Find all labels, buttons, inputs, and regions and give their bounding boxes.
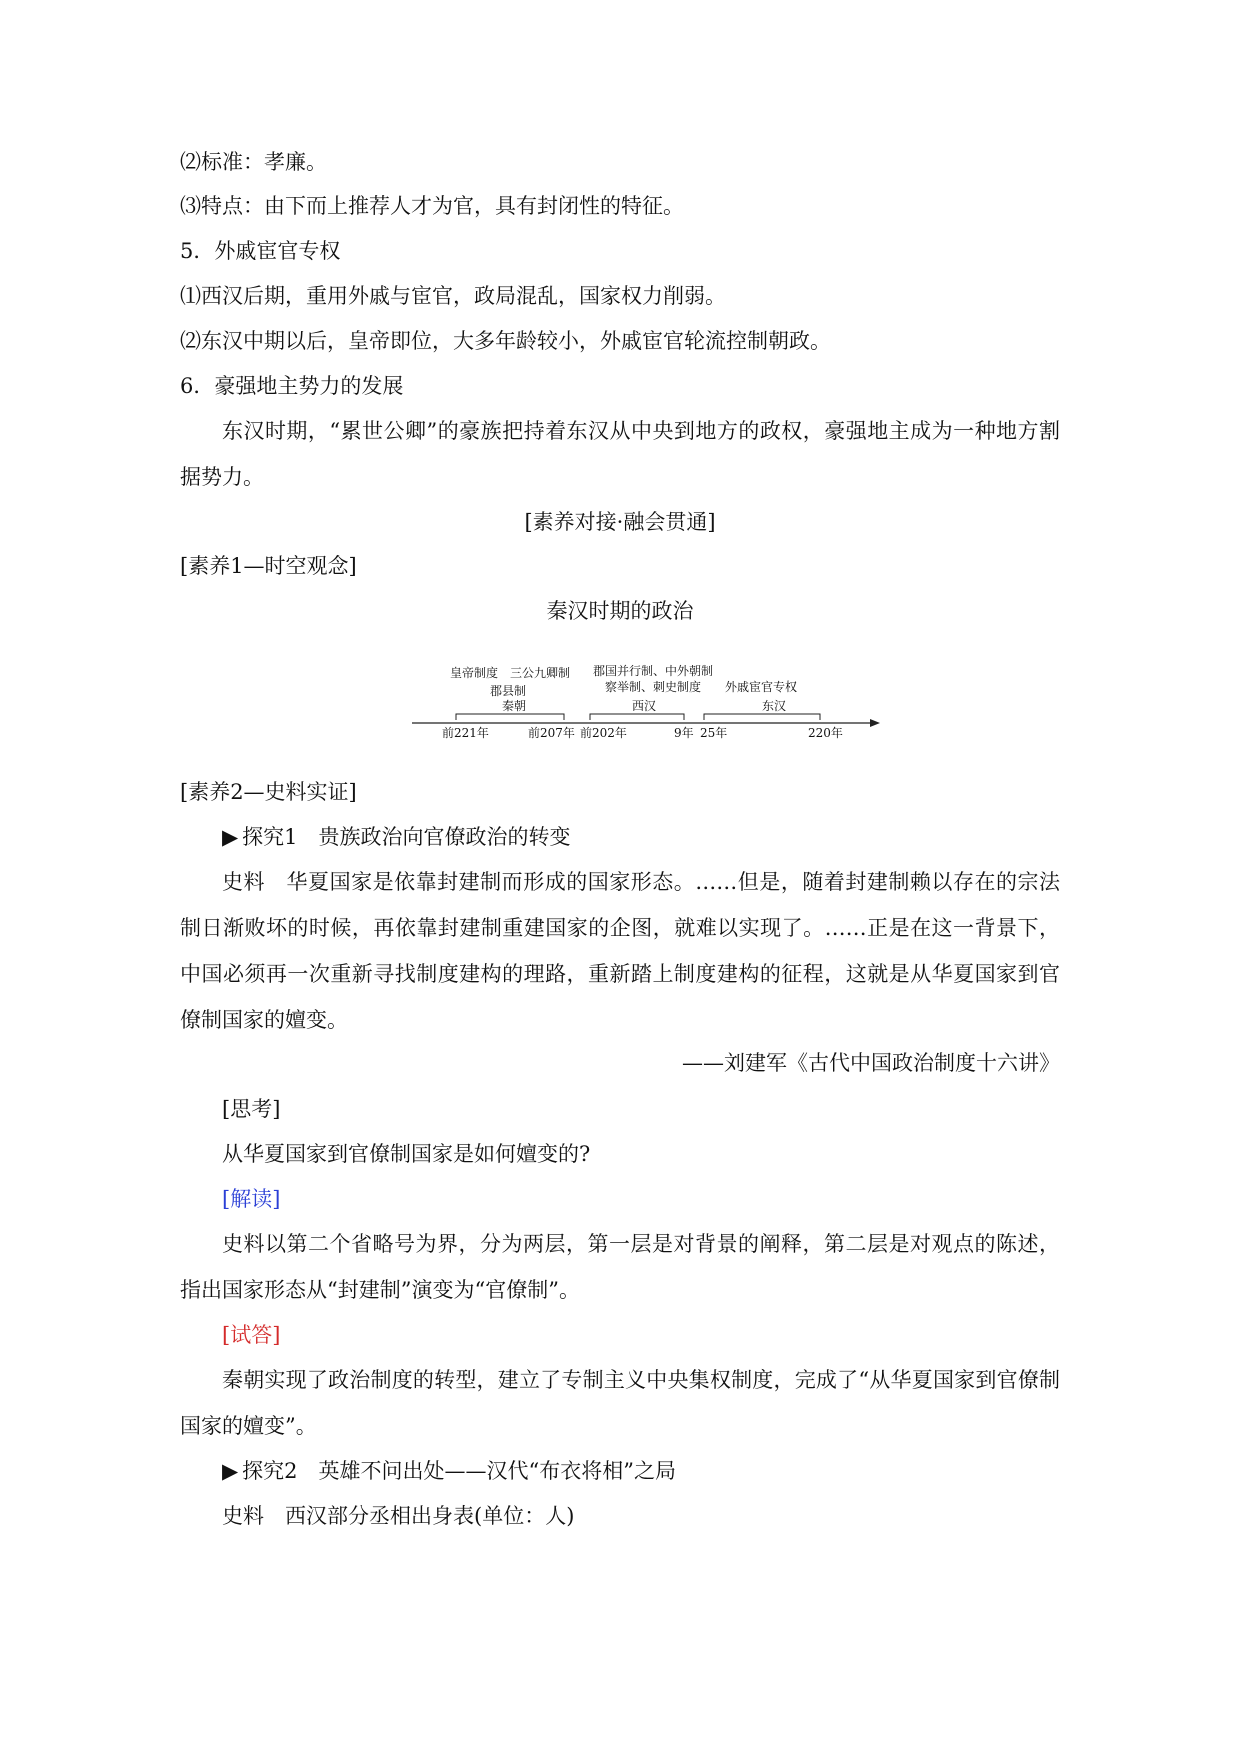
triangle-marker-icon: ▶ [222,1459,239,1483]
period-donghan: 东汉 [762,699,787,713]
tick-6: 220年 [808,726,843,740]
tick-3: 前202年 [580,726,627,740]
think-label: [思考] [222,1097,281,1121]
label-qin-top: 皇帝制度 三公九卿制 [450,666,571,680]
section-banner: [素养对接·融会贯通] [524,510,716,534]
think-question: 从华夏国家到官僚制国家是如何嬗变的? [222,1142,591,1166]
literacy-1-heading: [素养1—时空观念] [180,554,357,578]
heading-eunuch-power: 5．外戚宦官专权 [180,239,341,263]
answer-paragraph: 秦朝实现了政治制度的转型，建立了专制主义中央集权制度，完成了“从华夏国家到官僚制国家的嬗变”。 [180,1368,1060,1438]
explore-1-title: 探究1 贵族政治向官僚政治的转变 [242,825,571,849]
heading-landlords: 6．豪强地主势力的发展 [180,374,404,398]
label-xihan-bottom: 察举制、刺史制度 [605,680,702,694]
bracket-qin [456,714,564,720]
source-citation: ——刘建军《古代中国政治制度十六讲》 [682,1051,1060,1075]
source-table-caption: 史料 西汉部分丞相出身表(单位：人) [222,1504,575,1528]
bracket-donghan [704,714,820,720]
period-xihan: 西汉 [632,699,657,713]
line-western-han: ⑴西汉后期，重用外戚与宦官，政局混乱，国家权力削弱。 [180,284,726,308]
line-eastern-han: ⑵东汉中期以后，皇帝即位，大多年龄较小，外戚宦官轮流控制朝政。 [180,329,831,353]
line-standard: ⑵标准：孝廉。 [180,150,327,174]
label-donghan-top: 外戚宦官专权 [725,680,798,694]
label-qin-bottom: 郡县制 [490,684,527,698]
timeline-figure [400,628,880,740]
tick-1: 前221年 [442,726,489,740]
figure-title: 秦汉时期的政治 [546,599,694,623]
label-xihan-top: 郡国并行制、中外朝制 [593,664,714,678]
interpretation-paragraph: 史料以第二个省略号为界，分为两层，第一层是对背景的阐释，第二层是对观点的陈述，指出国家形态从“封建制”演变为“官僚制”。 [180,1232,1060,1302]
answer-label: [试答] [222,1323,281,1347]
paragraph-landlords: 东汉时期，“累世公卿”的豪族把持着东汉从中央到地方的政权，豪强地主成为一种地方割据势力。 [180,419,1060,489]
triangle-marker-icon: ▶ [222,825,239,849]
explore-2-title: 探究2 英雄不问出处——汉代“布衣将相”之局 [242,1459,676,1483]
period-qin: 秦朝 [502,699,527,713]
tick-5: 25年 [700,726,728,740]
tick-2: 前207年 [528,726,575,740]
interpretation-label: [解读] [222,1187,281,1211]
line-feature: ⑶特点：由下而上推荐人才为官，具有封闭性的特征。 [180,194,684,218]
tick-4: 9年 [674,726,694,740]
explore-2-heading [222,1457,1102,1485]
source-paragraph-1: 史料 华夏国家是依靠封建制而形成的国家形态。……但是，随着封建制赖以存在的宗法制日渐败坏的时候，再依靠封建制重建国家的企图，就难以实现了。……正是在这一背景下，中国必须再一次重新寻找制度建构的理路，重新踏上制度建构的征程，这就是从华夏国家到官僚制国家的嬗变。 [180,870,1060,1032]
literacy-2-heading: [素养2—史料实证] [180,780,357,804]
explore-1-heading [222,823,1102,851]
axis-arrow-icon [870,719,880,727]
bracket-xihan [590,714,684,720]
